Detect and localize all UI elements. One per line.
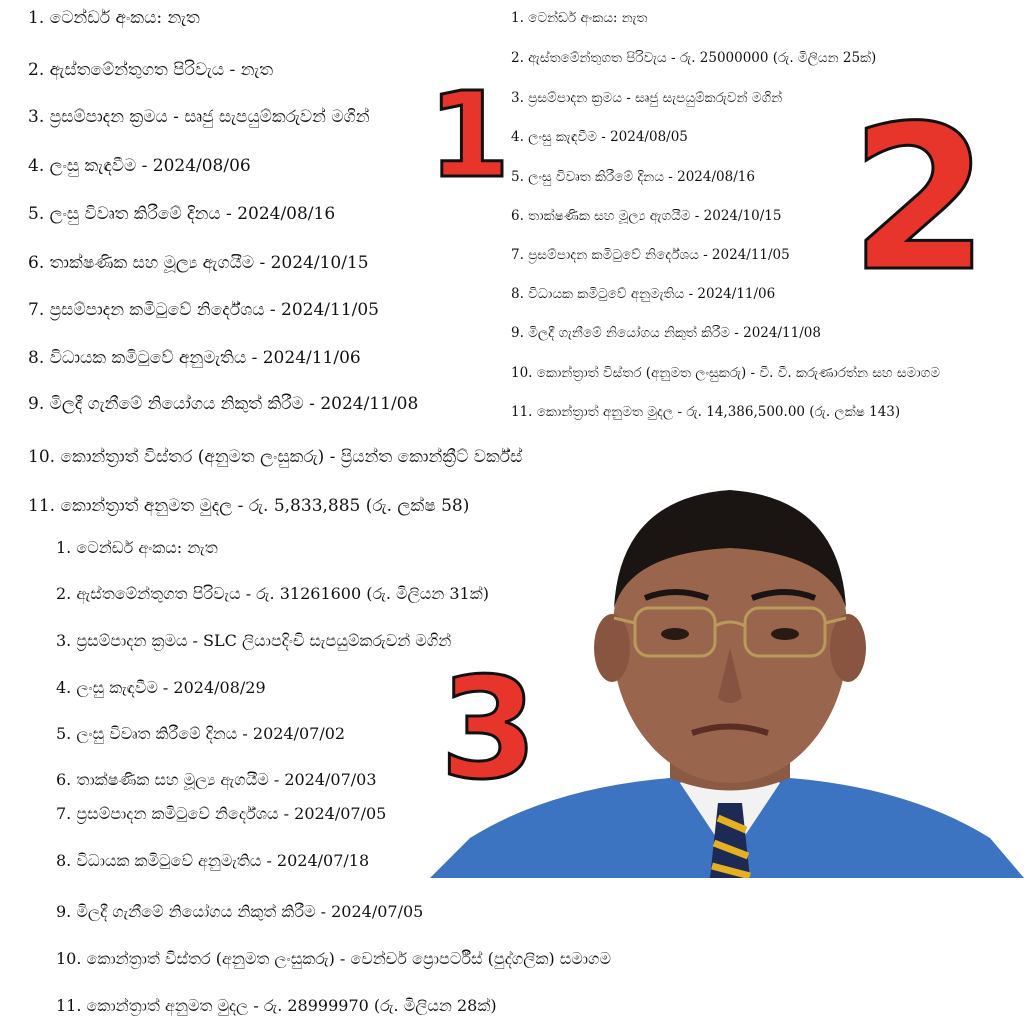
list1-item: 5. ලංසු විවෘත කිරීමේ දිනය - 2024/08/16	[28, 204, 336, 224]
marker-number-3: 3	[440, 648, 538, 811]
list3-item: 11. කොන්ත්‍රාත් අනුමත මුදල - රු. 28999970 (රු. මිලියන 28ක්)	[56, 996, 497, 1015]
list2-item: 11. කොන්ත්‍රාත් අනුමත මුදල - රු. 14,386,500.00 (රු. ලක්ෂ 143)	[511, 404, 901, 420]
list3-item: 4. ලංසු කැඳවීම - 2024/08/29	[56, 678, 266, 697]
list3-item: 1. ටෙන්ඩර් අංකය: නැත	[56, 538, 218, 557]
list2-item: 7. ප්‍රසම්පාදන කමිටුවේ නිර්දේශය - 2024/11/05	[511, 247, 790, 263]
list1-item: 1. ටෙන්ඩර් අංකය: නැත	[28, 8, 200, 28]
list3-item: 8. විධායක කමිටුවේ අනුමැතිය - 2024/07/18	[56, 851, 370, 870]
list1-item: 3. ප්‍රසම්පාදන ක්‍රමය - සෘජු සැපයුම්කරුවන් මගින්	[28, 107, 370, 127]
list1-item: 10. කොන්ත්‍රාත් විස්තර (අනුමත ලංසුකරු) - ප්‍රියන්ත කොන්ක්‍රීට් වර්ක්ස්	[28, 447, 523, 467]
list1-item: 2. ඇස්තමේන්තුගත පිරිවැය - නැත	[28, 60, 274, 80]
list2-item: 8. විධායක කමිටුවේ අනුමැතිය - 2024/11/06	[511, 286, 776, 302]
list2-item: 1. ටෙන්ඩර් අංකය: නැත	[511, 10, 648, 26]
list3-item: 9. මිලදී ගැනීමේ නියෝගය නිකුත් කිරීම - 2024/07/05	[56, 902, 424, 921]
list2-item: 3. ප්‍රසම්පාදන ක්‍රමය - සෘජු සැපයුම්කරුවන් මගින්	[511, 90, 783, 106]
list1-item: 8. විධායක කමිටුවේ අනුමැතිය - 2024/11/06	[28, 348, 361, 368]
list3-item: 10. කොන්ත්‍රාත් විස්තර (අනුමත ලංසුකරු) - වෙන්චර් ප්‍රොපර්ටීස් (පුද්ගලික) සමාගම	[56, 949, 611, 968]
list1-item: 9. මිලදී ගැනීමේ නියෝගය නිකුත් කිරීම - 2024/11/08	[28, 394, 419, 414]
marker-number-1: 1	[428, 66, 511, 204]
list2-item: 5. ලංසු විවෘත කිරීමේ දිනය - 2024/08/16	[511, 169, 755, 185]
list3-item: 6. තාක්ෂණික සහ මූල්‍ය ඇගයීම - 2024/07/03	[56, 770, 377, 789]
list1-item: 6. තාක්ෂණික සහ මූල්‍ය ඇගයීම - 2024/10/15	[28, 253, 369, 273]
list1-item: 7. ප්‍රසම්පාදන කමිටුවේ නිර්දේශය - 2024/11/05	[28, 300, 379, 320]
official-portrait-photo	[430, 458, 1024, 878]
marker-number-2: 2	[850, 83, 990, 316]
list2-item: 10. කොන්ත්‍රාත් විස්තර (අනුමත ලංසුකරු) - වී. වී. කරුණාරත්න සහ සමාගම	[511, 365, 941, 381]
list2-item: 2. ඇස්තමේන්තුගත පිරිවැය - රු. 25000000 (රු. මිලියන 25ක්)	[511, 50, 877, 66]
list1-item: 11. කොන්ත්‍රාත් අනුමත මුදල - රු. 5,833,885 (රු. ලක්ෂ 58)	[28, 496, 470, 516]
list3-item: 2. ඇස්තමේන්තුගත පිරිවැය - රු. 31261600 (රු. මිලියන 31ක්)	[56, 584, 489, 603]
list2-item: 9. මිලදී ගැනීමේ නියෝගය නිකුත් කිරීම - 2024/11/08	[511, 325, 821, 341]
list3-item: 5. ලංසු විවෘත කිරීමේ දිනය - 2024/07/02	[56, 724, 346, 743]
list2-item: 4. ලංසු කැඳවීම - 2024/08/05	[511, 129, 688, 145]
list1-item: 4. ලංසු කැඳවීම - 2024/08/06	[28, 156, 251, 176]
list2-item: 6. තාක්ෂණික සහ මූල්‍ය ඇගයීම - 2024/10/15	[511, 208, 782, 224]
list3-item: 7. ප්‍රසම්පාදන කමිටුවේ නිර්දේශය - 2024/07/05	[56, 804, 387, 823]
list3-item: 3. ප්‍රසම්පාදන ක්‍රමය - SLC ලියාපදිංචි සැපයුම්කරුවන් මගින්	[56, 631, 452, 650]
